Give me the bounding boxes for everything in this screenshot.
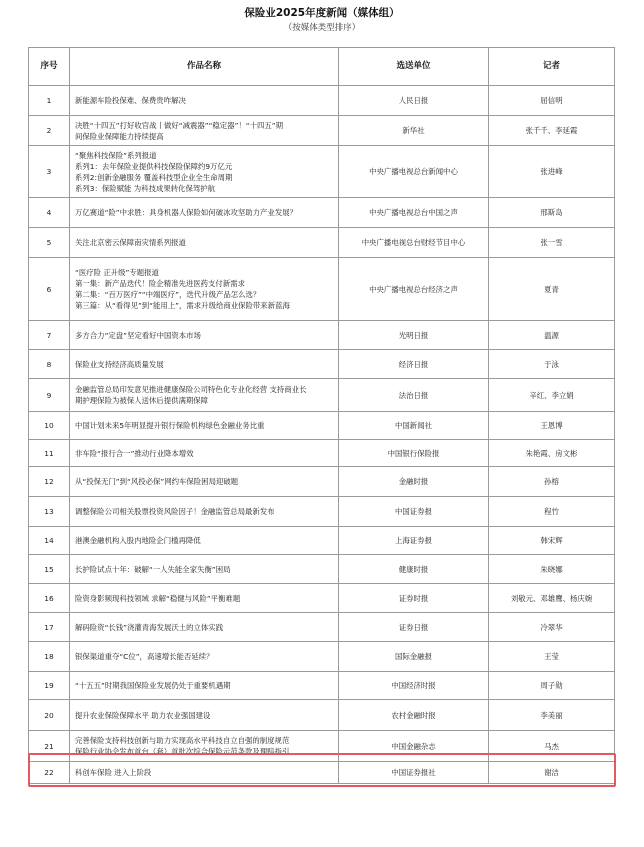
row-number: 10 [29, 412, 70, 440]
row-title [70, 613, 339, 642]
row-reporter: 程竹 [489, 497, 615, 527]
table-row [29, 584, 615, 613]
row-unit: 中央广播电视总台财经节目中心 [339, 228, 489, 258]
title-line: 第二集：“百万医疗”“中端医疗”，迭代升级产品怎么选？ [75, 290, 261, 299]
row-unit: 中国证券报社 [339, 762, 489, 784]
title-line: 关注北京密云保障南灾情系列报道 [75, 238, 186, 247]
row-unit: 金融时报 [339, 467, 489, 497]
title-line: 系列3：保险赋能 为科技成果转化保驾护航 [75, 183, 216, 193]
title-line: 保险业支持经济高质量发展 [75, 359, 164, 369]
table-row [29, 497, 615, 527]
row-unit: 中国金融杂志 [339, 731, 489, 762]
row-title [70, 467, 339, 497]
row-title [70, 700, 339, 731]
row-title [70, 258, 339, 321]
row-title [70, 321, 339, 350]
row-number: 13 [29, 497, 70, 527]
title-line: 非车险“报行合一”推动行业降本增效 [75, 448, 194, 458]
header-unit: 选送单位 [339, 48, 489, 86]
row-unit: 中央广播电视总台经济之声 [339, 258, 489, 321]
row-reporter: 王恩博 [489, 412, 615, 440]
header-reporter: 记者 [489, 48, 615, 86]
row-unit: 健康时报 [339, 555, 489, 584]
row-reporter: 马杰 [489, 731, 615, 762]
row-unit: 中国新闻社 [339, 412, 489, 440]
row-reporter: 孙榕 [489, 467, 615, 497]
title-line: “十五五”时期我国保险业发展仍处于重要机遇期 [75, 681, 231, 690]
row-reporter: 温源 [489, 321, 615, 350]
table-row [29, 555, 615, 584]
title-line: “聚焦科技保险”系列报道 [75, 150, 157, 160]
row-unit: 证券时报 [339, 584, 489, 613]
row-unit: 上海证券报 [339, 527, 489, 555]
table-row [29, 700, 615, 731]
row-unit: 农村金融时报 [339, 700, 489, 731]
header-no: 序号 [29, 48, 70, 86]
row-title [70, 86, 339, 116]
row-unit: 证券日报 [339, 613, 489, 642]
row-title [70, 731, 339, 762]
row-reporter: 刘敬元、邓雄鹰、杨庆婉 [489, 584, 615, 613]
row-number: 3 [29, 146, 70, 198]
row-number: 7 [29, 321, 70, 350]
row-unit: 中央广播电视总台新闻中心 [339, 146, 489, 198]
row-reporter: 夏青 [489, 258, 615, 321]
row-title [70, 412, 339, 440]
table-row [29, 731, 615, 762]
row-unit: 中国银行保险报 [339, 440, 489, 467]
row-unit: 人民日报 [339, 86, 489, 116]
row-reporter: 周子勋 [489, 672, 615, 700]
title-line: 系列1：去年保险业提供科技保险保障约9万亿元 [75, 161, 233, 171]
row-reporter: 谢洁 [489, 762, 615, 784]
row-title [70, 146, 339, 198]
table-row [29, 467, 615, 497]
table-row [29, 762, 615, 784]
title-line: 长护险试点十年：破解“一人失能全家失衡”困局 [75, 564, 231, 574]
table-row [29, 527, 615, 555]
row-title [70, 379, 339, 412]
table-row [29, 350, 615, 379]
title-line: 保险行业协会发布首台（套）首批次综合保险示范条款及理赔指引 [75, 747, 290, 756]
table-row [29, 672, 615, 700]
row-reporter: 冷翠华 [489, 613, 615, 642]
row-number: 8 [29, 350, 70, 379]
row-reporter: 屈信明 [489, 86, 615, 116]
row-number: 15 [29, 555, 70, 584]
row-title [70, 228, 339, 258]
row-unit: 光明日报 [339, 321, 489, 350]
table-row [29, 198, 615, 228]
row-reporter: 王莹 [489, 642, 615, 672]
title-line: 银保渠道重夺“C位”，高速增长能否延续？ [75, 652, 214, 661]
row-reporter: 李美丽 [489, 700, 615, 731]
row-title [70, 642, 339, 672]
row-number: 21 [29, 731, 70, 762]
title-line: 期护理保险为被保人送休后提供满期保障 [75, 396, 209, 405]
row-number: 1 [29, 86, 70, 116]
table-row [29, 228, 615, 258]
row-title [70, 672, 339, 700]
row-title [70, 762, 339, 784]
row-title [70, 555, 339, 584]
row-reporter: 张千千、李延霞 [489, 116, 615, 146]
row-number: 20 [29, 700, 70, 731]
title-line: 提升农业保险保障水平 助力农业强国建设 [75, 710, 211, 720]
title-line: 科创车保险 进入上阶段 [75, 768, 152, 777]
title-line: 港澳金融机构入股内地险企门槛再降低 [75, 536, 201, 545]
row-number: 17 [29, 613, 70, 642]
title-line: 险资身影频现科技领域 求解“稳健与风险”平衡难题 [75, 593, 241, 603]
table-row [29, 379, 615, 412]
row-unit: 法治日报 [339, 379, 489, 412]
title-line: 间保险业保障能力持续提高 [75, 131, 164, 141]
table-row [29, 86, 615, 116]
row-unit: 中国证券报 [339, 497, 489, 527]
title-line: “医疗险 正升级”专题报道 [75, 268, 159, 277]
page-title: 保险业2025年度新闻（媒体组） [244, 7, 400, 19]
row-number: 2 [29, 116, 70, 146]
table-row [29, 258, 615, 321]
row-number: 19 [29, 672, 70, 700]
title-line: 金融监管总局印发意见推进健康保险公司特色化专业化经营 支持商业长 [75, 385, 307, 394]
row-title [70, 350, 339, 379]
row-number: 12 [29, 467, 70, 497]
table-header-row [29, 48, 615, 86]
table-row [29, 412, 615, 440]
row-number: 14 [29, 527, 70, 555]
title-line: 系列2:创新金融服务 覆盖科技型企业全生命周期 [75, 172, 233, 182]
row-unit: 新华社 [339, 116, 489, 146]
row-title [70, 497, 339, 527]
row-number: 22 [29, 762, 70, 784]
row-title [70, 527, 339, 555]
table-row [29, 440, 615, 467]
title-line: 调整保险公司相关股票投资风险因子！金融监管总局最新发布 [75, 507, 275, 516]
title-line: 新能源车险投保难、保费贵咋解决 [75, 96, 186, 105]
title-line: 多方合力“定盘”坚定看好中国资本市场 [75, 330, 201, 340]
row-title [70, 440, 339, 467]
row-number: 4 [29, 198, 70, 228]
title-line: 完善保险支持科技创新与助力实现高水平科技自立自强的制度规范 [75, 736, 290, 745]
row-reporter: 邢斯岛 [489, 198, 615, 228]
table-row [29, 642, 615, 672]
row-reporter: 张一雪 [489, 228, 615, 258]
table-row [29, 116, 615, 146]
row-unit: 经济日报 [339, 350, 489, 379]
row-reporter: 韩宋辉 [489, 527, 615, 555]
row-number: 16 [29, 584, 70, 613]
title-line: 第一集：新产品迭代！险企精准先进医药支付新需求 [75, 279, 245, 288]
table-row [29, 146, 615, 198]
row-number: 18 [29, 642, 70, 672]
row-title [70, 198, 339, 228]
row-title [70, 584, 339, 613]
title-line: 第三篇：从“看得见”到“能用上”，需求升级给商业保险带来新蓝海 [75, 301, 290, 310]
row-number: 5 [29, 228, 70, 258]
row-reporter: 朱艳霞、房文彬 [489, 440, 615, 467]
row-title [70, 116, 339, 146]
header-title: 作品名称 [70, 48, 339, 86]
title-line: 解码险资“长钱”浇灌青海发展沃土的立体实践 [75, 622, 224, 632]
row-reporter: 朱晓娜 [489, 555, 615, 584]
news-table [28, 47, 615, 784]
row-unit: 中国经济时报 [339, 672, 489, 700]
row-reporter: 于泳 [489, 350, 615, 379]
title-line: 从“投保无门”到“风投必保”网约车保险困局迎破题 [75, 477, 239, 486]
row-reporter: 张进峰 [489, 146, 615, 198]
row-number: 6 [29, 258, 70, 321]
title-line: 决胜“十四五”打好收官战丨做好“减震器”“稳定器”！“十四五”期 [75, 120, 284, 130]
title-line: 万亿赛道“险”中求胜：具身机器人保险如何破冰攻坚助力产业发展？ [75, 208, 297, 217]
table-body [29, 86, 615, 784]
row-reporter: 辛红、李立娟 [489, 379, 615, 412]
row-number: 11 [29, 440, 70, 467]
row-unit: 国际金融报 [339, 642, 489, 672]
table-row [29, 613, 615, 642]
page-subtitle: （按媒体类型排序） [283, 23, 361, 33]
title-line: 中国计划未来5年明显提升银行保险机构绿色金融业务比重 [75, 421, 265, 430]
table-row [29, 321, 615, 350]
row-unit: 中央广播电视总台中国之声 [339, 198, 489, 228]
row-number: 9 [29, 379, 70, 412]
